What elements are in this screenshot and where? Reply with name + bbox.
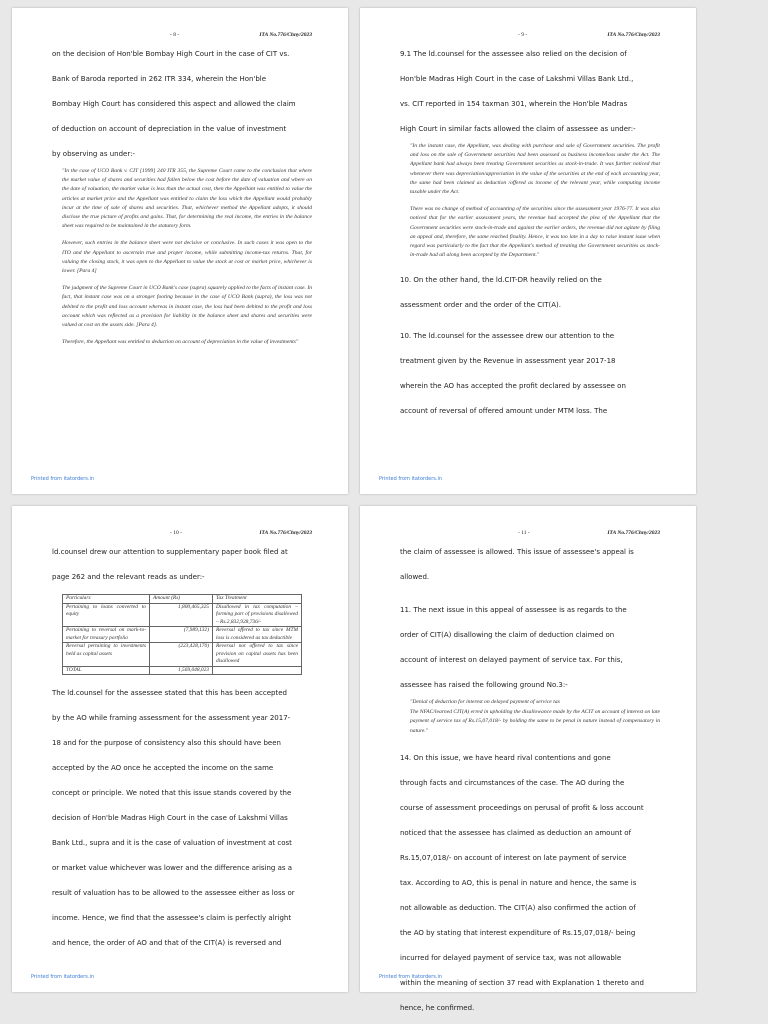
text-line: concept or principle. We noted that this issue stands covered by the	[52, 789, 292, 797]
text-line: 18 and for the purpose of consistency also this should have been	[52, 739, 281, 747]
column-header: Amount (Rs)	[150, 595, 213, 604]
text-line: 11. The next issue in this appeal of assessee is as regards to the	[400, 606, 627, 614]
text-line: Bank Ltd., supra and it is the case of valuation of investment at cost	[52, 839, 292, 847]
tax-treatment-table	[62, 594, 302, 675]
block-quote: The NFAC/learned CIT(A) erred in upholding the disallowance made by the ACIT on account of interest on late payment of service tax of Rs.15,07,018/- by holding the same to be penal in nature instead of compensatory in nature."	[410, 709, 660, 734]
footer-link[interactable]: Printed from itatorders.in	[31, 974, 95, 980]
page-body	[400, 42, 666, 424]
case-number: ITA No.776/Chny/2023	[607, 32, 660, 38]
text-line: account of interest on delayed payment of service tax. For this,	[400, 656, 623, 664]
table-cell: 1,569,048,023	[150, 666, 213, 675]
paragraph	[400, 324, 666, 424]
table-header-row	[63, 595, 302, 604]
document-page-9	[360, 8, 696, 494]
text-line: 9.1 The ld.counsel for the assessee also relied on the decision of	[400, 50, 627, 58]
table-cell: Reversal offered to tax since MTM loss is considered as tax deductible	[213, 627, 302, 643]
text-line: vs. CIT reported in 154 taxman 301, wherein the Hon'ble Madras	[400, 100, 628, 108]
text-line: decision of Hon'ble Madras High Court in the case of Lakshmi Villas	[52, 814, 288, 822]
text-line: the claim of assessee is allowed. This issue of assessee's appeal is	[400, 548, 634, 556]
footer-link[interactable]: Printed from itatorders.in	[379, 974, 443, 980]
table-cell: 1,800,465,325	[150, 603, 213, 627]
text-line: or market value whichever was lower and the difference arising as a	[52, 864, 293, 872]
case-number: ITA No.776/Chny/2023	[259, 530, 312, 536]
table-cell: Reversal pertaining to investments held as capital assets	[63, 643, 150, 667]
table-cell	[213, 666, 302, 675]
text-line: allowed.	[400, 573, 430, 581]
footer-link[interactable]: Printed from itatorders.in	[379, 476, 443, 482]
text-line: assessment order and the order of the CIT(A).	[400, 301, 561, 310]
text-line: and hence, the order of AO and that of the CIT(A) is reversed and	[52, 939, 282, 947]
text-line: on the decision of Hon'ble Bombay High Court in the case of CIT vs.	[52, 50, 290, 58]
text-line: High Court in similar facts allowed the claim of assessee as under:-	[400, 125, 636, 133]
page-header	[52, 32, 312, 42]
case-number: ITA No.776/Chny/2023	[259, 32, 312, 38]
table-row	[63, 603, 302, 627]
footer-link[interactable]: Printed from itatorders.in	[31, 476, 95, 482]
block-quote: However, such entries in the balance sheet were not decisive or conclusive. In such cases it was open to the ITO and the Appellant to ascertain true and proper income, while submitting income-tax returns. That, for valuing the closing stock, it was open to the Appellant to value the stock at cost or market price, whichever is lower. [Para 4]	[62, 240, 312, 275]
paragraph	[52, 42, 318, 167]
text-line: 10. On the other hand, the ld.CIT-DR heavily relied on the	[400, 276, 602, 285]
page-number: - 8 -	[170, 32, 180, 38]
text-line: income. Hence, we find that the assessee's claim is perfectly alright	[52, 914, 292, 922]
text-line: wherein the AO has accepted the profit declared by assessee on	[400, 382, 626, 391]
page-header	[400, 32, 660, 42]
block-quote: Therefore, the Appellant was entitled to deduction on account of depreciation in the value of investments"	[62, 339, 299, 346]
table-cell: Pertaining to loans converted to equity	[63, 603, 150, 627]
table-cell: (7,989,132)	[150, 627, 213, 643]
text-line: incurred for delayed payment of service tax, was not allowable	[400, 953, 622, 962]
text-line: by the AO while framing assessment for the assessment year 2017-	[52, 714, 291, 722]
page-number: - 9 -	[518, 32, 528, 38]
text-line: through facts and circumstances of the case. The AO during the	[400, 778, 625, 787]
block-quote: "In the instant case, the Appellant, was dealing with purchase and sale of Government securities. The profit and loss on the sale of Government securities had been assessed as business income/loss under the Act. The Appellant bank had always been treating Government securities as stock-in-trade. It was further noticed that whenever there was depreciation/appreciation in the value of the securities at the end of each accounting year, the same had been claimed as deduction /offered as income of the relevant year, while computing income taxable under the Act.	[410, 143, 660, 196]
text-line: not allowable as deduction. The CIT(A) also confirmed the action of	[400, 903, 636, 912]
paragraph	[400, 540, 666, 590]
paragraph	[400, 42, 666, 142]
table-row	[63, 643, 302, 667]
table-total-row	[63, 666, 302, 675]
text-line: within the meaning of section 37 read with Explanation 1 thereto and	[400, 978, 644, 987]
text-line: Bank of Baroda reported in 262 ITR 334, wherein the Hon'ble	[52, 75, 267, 83]
text-line: tax. According to AO, this is penal in nature and hence, the same is	[400, 878, 637, 887]
page-number: - 10 -	[170, 530, 182, 536]
table-cell: Pertaining to reversal on mark-to-market for treasury portfolio	[63, 627, 150, 643]
text-line: account of reversal of offered amount under MTM loss. The	[400, 407, 608, 416]
table-cell: TOTAL	[63, 666, 150, 675]
block-quote: There was no change of method of accounting of the securities since the assessment year 1976-77. It was also noticed that for the earlier assessment years, the revenue had accepted the plea of the Appellant that the Government securities were stock-in-trade and against the earlier orders, the revenue did not agitate by filing an appeal and, therefore, the same reached finality. Hence, it was too late in a day to raise instant issue when regard was particularly to the fact that the Appellant's method of treating the Government securities as stock-in-trade had all along been accepted by the Department."	[410, 206, 660, 259]
text-line: noticed that the assessee has claimed as deduction an amount of	[400, 828, 632, 837]
text-line: of deduction on account of depreciation in the value of investment	[52, 125, 287, 133]
page-number: - 11 -	[518, 530, 530, 536]
page-body	[52, 540, 318, 956]
table-cell: Disallowed in tax computation – forming part of provisions disallowed – Rs.2,832,928,736/-	[213, 603, 302, 627]
text-line: result of valuation has to be allowed to the assessee either as loss or	[52, 889, 295, 897]
column-header: Tax Treatment	[213, 595, 302, 604]
paragraph	[52, 681, 318, 956]
document-page-10	[12, 506, 348, 992]
text-line: the AO by stating that interest expenditure of Rs.15,07,018/- being	[400, 928, 636, 937]
document-page-11	[360, 506, 696, 1012]
text-line: treatment given by the Revenue in assessment year 2017-18	[400, 357, 616, 366]
text-line: The ld.counsel for the assessee stated that this has been accepted	[52, 689, 287, 697]
text-line: accepted by the AO once he accepted the income on the same	[52, 764, 274, 772]
text-line: order of CIT(A) disallowing the claim of deduction claimed on	[400, 631, 615, 639]
table-cell: Reversal not offered to tax since provision on capital assets has been disallowed	[213, 643, 302, 667]
text-line: by observing as under:-	[52, 150, 135, 158]
column-header: Particulars	[63, 595, 150, 604]
page-body	[400, 540, 666, 1021]
text-line: assessee has raised the following ground No.3:-	[400, 681, 568, 689]
page-header	[52, 530, 312, 540]
paragraph	[400, 598, 666, 698]
text-line: page 262 and the relevant reads as under:-	[52, 573, 205, 581]
block-quote: The judgment of the Supreme Court in UCO Bank's case (supra) squarely applied to the facts of instant case. In fact, that instant case was on a stronger footing because in the case of UCO Bank (supra), the loss was not debited to the profit and loss account whereas in instant case, the loss had been debited to the profit and loss account which was reflected as a provision for liability in the balance sheet and shares and securities were valued at cost on the assets side. [Para 4].	[62, 285, 312, 329]
text-line: 10. The ld.counsel for the assessee drew our attention to the	[400, 332, 615, 341]
text-line: ld.counsel drew our attention to supplementary paper book filed at	[52, 548, 288, 556]
block-quote: "In the case of UCO Bank v. CIT [1999] 240 ITR 355, the Supreme Court came to the conclusion that where the market value of shares and securities had fallen below the cost before the date of valuation and where on the date of valuation, the market value is less than the actual cost, then the Appellant was entitled to value the articles at market price and the Appellant was entitled to claim the loss which the Appellant would probably incur at the time of sale of shares and securities. That, whichever method the Appellant adopts, it should disclose the true picture of profits and gains. That, for determining the real income, the entries in the balance sheet was required to be maintained in the statutory form.	[62, 168, 312, 230]
page-body	[52, 42, 318, 355]
text-line: Rs.15,07,018/- on account of interest on late payment of service	[400, 853, 627, 862]
text-line: course of assessment proceedings on perusal of profit & loss account	[400, 803, 644, 812]
case-number: ITA No.776/Chny/2023	[607, 530, 660, 536]
document-page-8	[12, 8, 348, 494]
block-quote: "Denial of deduction for interest on delayed payment of service tax	[410, 699, 561, 705]
paragraph	[400, 268, 666, 318]
table-row	[63, 627, 302, 643]
text-line: 14. On this issue, we have heard rival contentions and gone	[400, 753, 611, 762]
paragraph	[52, 540, 318, 590]
text-line: Hon'ble Madras High Court in the case of Lakshmi Villas Bank Ltd.,	[400, 75, 634, 83]
table-cell: (223,428,170)	[150, 643, 213, 667]
text-line: hence, he confirmed.	[400, 1003, 475, 1012]
page-header	[400, 530, 660, 540]
text-line: Bombay High Court has considered this aspect and allowed the claim	[52, 100, 296, 108]
